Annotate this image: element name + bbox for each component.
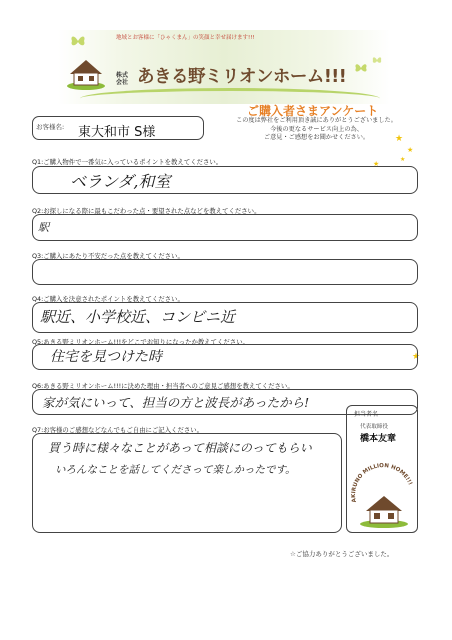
emblem-arc-text: AKIRUNO MILLION HOME!!! xyxy=(351,463,413,503)
answer-4-text: 駅近、小学校近、コンビニ近 xyxy=(40,308,236,326)
star-icon: ★ xyxy=(373,160,380,168)
customer-name-label: お客様名: xyxy=(36,123,65,131)
question-3-label: Q3:ご購入にあたり不安だった点を教えてください。 xyxy=(32,252,184,260)
star-icon: ★ xyxy=(412,352,421,362)
question-2-label: Q2:お探しになる際に最もこだわった点・要望された点などを教えてください。 xyxy=(32,207,261,215)
survey-intro xyxy=(214,117,419,143)
footer-thanks: ☆ご協力ありがとうございました。 xyxy=(290,550,394,558)
answer-5-text: 住宅を見つけた時 xyxy=(50,349,162,365)
answer-3-box xyxy=(32,259,418,285)
answer-7-text-line-2: いろんなことを話してくださって楽しかったです。 xyxy=(55,464,296,476)
question-1-label: Q1:ご購入物件で一番気に入っているポイントを教えてください。 xyxy=(32,158,223,166)
butterfly-icon xyxy=(70,34,86,48)
star-icon: ★ xyxy=(395,134,404,144)
answer-7-text-line-1: 買う時に様々なことがあって相談にのってもらい xyxy=(48,441,312,455)
house-logo-icon xyxy=(66,56,106,90)
svg-text:AKIRUNO MILLION HOME!!! xyxy=(351,463,413,503)
company-type: 株式会社 xyxy=(116,72,129,86)
staff-title: 代表取締役 xyxy=(360,424,388,430)
tagline: 地域とお客様に「ひゃくまん」の笑顔と幸せ届けます!!! xyxy=(116,35,255,41)
intro-line: 今後の更なるサービス向上の為、 xyxy=(270,125,363,133)
question-7-label: Q7:お客様のご感想などなんでもご自由にご記入ください。 xyxy=(32,426,204,434)
question-5-label: Q5:あきる野ミリオンホーム!!!をどこでお知りになったか教えてください。 xyxy=(32,338,249,346)
star-icon: ★ xyxy=(400,156,406,163)
butterfly-icon xyxy=(354,62,368,74)
star-icon: ★ xyxy=(407,146,414,154)
answer-1-text: ベランダ,和室 xyxy=(70,172,171,191)
butterfly-icon xyxy=(372,56,382,65)
answer-6-text: 家が気にいって、担当の方と波長があったから! xyxy=(42,395,310,410)
answer-2-text: 駅 xyxy=(38,221,49,234)
answer-2-box xyxy=(32,214,418,241)
intro-line: この度は弊社をご利用頂き誠にありがとうございました。 xyxy=(236,117,397,124)
customer-name-value: 東大和市 S様 xyxy=(78,125,156,140)
survey-title: ご購入者さまアンケート xyxy=(247,104,379,118)
company-emblem-icon xyxy=(348,458,416,530)
staff-name: 橋本友章 xyxy=(360,434,397,444)
brand-name: あきる野ミリオンホーム!!! xyxy=(137,67,347,87)
question-4-label: Q4:ご購入を決意されたポイントを教えてください。 xyxy=(32,295,184,303)
question-6-label: Q6:あきる野ミリオンホーム!!!に決めた理由・担当者へのご意見ご感想を教えてください。 xyxy=(32,382,294,390)
intro-line: ご意見・ご感想をお聞かせください。 xyxy=(263,134,370,141)
staff-label: 担当者名 xyxy=(354,411,379,418)
